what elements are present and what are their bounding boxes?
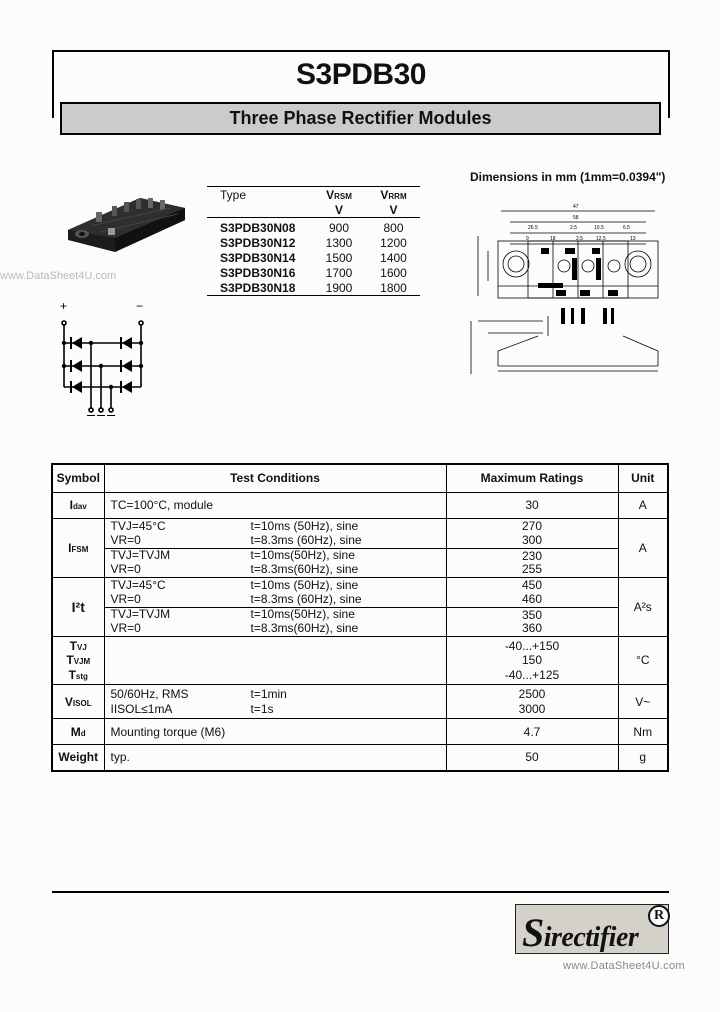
ifsm-unit: A: [618, 518, 668, 577]
vrrm-cell: 800: [383, 220, 404, 235]
dimension-drawing: [468, 196, 678, 381]
page-title: S3PDB30: [296, 58, 426, 91]
idav-value: 30: [446, 492, 618, 518]
condition-a: 50/60Hz, RMS: [110, 687, 189, 702]
type-table-units: [207, 203, 420, 218]
dimensions-title: Dimensions in mm (1mm=0.0394"): [470, 170, 666, 184]
ifsm-value: 270: [521, 518, 543, 533]
svg-text:47: 47: [573, 204, 579, 210]
type-header: Type: [220, 188, 247, 202]
type-cell: S3PDB30N08: [220, 220, 296, 235]
vrsm-cell: 900: [328, 220, 350, 235]
tstg-value: -40...+125: [504, 667, 560, 682]
svg-text:58: 58: [573, 215, 579, 221]
weight-condition: typ.: [110, 750, 130, 765]
svg-text:26.5: 26.5: [528, 225, 538, 231]
type-row: [207, 280, 420, 295]
visol-value: 2500: [518, 687, 546, 701]
i2t-value: 350: [447, 607, 618, 622]
condition-b: t=1min: [250, 687, 287, 702]
ifsm-row: [52, 518, 668, 577]
condition-b: t=8.3ms(60Hz), sine: [250, 562, 359, 577]
md-row: [52, 719, 668, 745]
subtitle-text: Three Phase Rectifier Modules: [229, 108, 492, 128]
md-value: 4.7: [446, 719, 618, 745]
type-cell: S3PDB30N12: [220, 235, 296, 250]
condition-a: VR=0: [110, 562, 141, 577]
condition-b: t=10ms(50Hz), sine: [250, 607, 355, 622]
weight-symbol: Weight: [52, 745, 104, 771]
type-table-header: [207, 187, 420, 203]
vrsm-cell: 1500: [325, 250, 353, 265]
i2t-row: [52, 577, 668, 636]
temperature-row: [52, 636, 668, 685]
footer-divider: [52, 891, 669, 893]
type-table: [207, 186, 420, 296]
condition-a: VR=0: [110, 533, 141, 548]
condition-b: t=8.3ms(60Hz), sine: [250, 621, 359, 636]
i2t-value: 360: [521, 621, 543, 635]
svg-text:2.5: 2.5: [576, 236, 583, 242]
logo-text: Sirectifier: [522, 910, 639, 955]
subtitle-banner: [60, 102, 661, 135]
i2t-symbol: I²t: [52, 577, 104, 636]
title-box-top-border: [52, 50, 670, 52]
idav-unit: A: [618, 492, 668, 518]
visol-row: [52, 685, 668, 719]
registered-icon: R: [648, 905, 670, 927]
watermark-left: www.DataSheet4U.com: [0, 270, 117, 282]
condition-a: TVJ=TVJM: [110, 607, 171, 622]
condition-a: TVJ=45°C: [110, 518, 166, 533]
type-cell: S3PDB30N14: [220, 250, 296, 265]
condition-a: VR=0: [110, 621, 141, 636]
i2t-unit: A²s: [618, 577, 668, 636]
vrsm-header: VRSM: [326, 188, 352, 202]
i2t-value: 450: [521, 577, 543, 592]
vrsm-cell: 1900: [325, 280, 353, 295]
idav-symbol: Idav: [52, 492, 104, 518]
svg-text:12.5: 12.5: [596, 236, 606, 242]
vrrm-cell: 1600: [380, 265, 407, 280]
type-row: [207, 250, 420, 265]
circuit-diagram: [50, 298, 160, 416]
ifsm-value: 230: [447, 548, 618, 563]
symbol-header: Symbol: [52, 464, 104, 492]
svg-text:9: 9: [526, 236, 529, 242]
type-cell: S3PDB30N16: [220, 265, 296, 280]
condition-b: t=8.3ms (60Hz), sine: [250, 592, 362, 607]
vrrm-unit: V: [389, 203, 398, 217]
condition-b: t=10ms(50Hz), sine: [250, 548, 355, 563]
temperature-conditions: [104, 636, 446, 685]
max-ratings-header: Maximum Ratings: [446, 464, 618, 492]
md-condition: Mounting torque (M6): [110, 724, 226, 739]
condition-b: t=1s: [250, 701, 274, 716]
type-row: [207, 220, 420, 235]
condition-a: IISOL≤1mA: [110, 701, 173, 716]
vrrm-cell: 1400: [380, 250, 407, 265]
tvjm-value: 150: [521, 653, 543, 667]
ratings-header-row: [52, 464, 668, 492]
condition-b: t=8.3ms (60Hz), sine: [250, 533, 362, 548]
ratings-table: [51, 463, 669, 772]
watermark-right: www.DataSheet4U.com: [563, 960, 685, 972]
weight-row: [52, 745, 668, 771]
svg-text:10.5: 10.5: [594, 225, 604, 231]
md-symbol: Md: [52, 719, 104, 745]
condition-a: VR=0: [110, 592, 141, 607]
temperature-unit: °C: [618, 636, 668, 685]
vrrm-header: VRRM: [380, 188, 407, 202]
svg-text:2.5: 2.5: [570, 225, 577, 231]
weight-unit: g: [618, 745, 668, 771]
svg-text:13: 13: [630, 236, 636, 242]
type-cell: S3PDB30N18: [220, 280, 296, 295]
minus-label: −: [136, 299, 144, 313]
tvj-value: -40...+150: [504, 638, 560, 653]
visol-unit: V~: [618, 685, 668, 719]
i2t-value: 460: [521, 592, 543, 606]
md-unit: Nm: [618, 719, 668, 745]
svg-text:6.5: 6.5: [623, 225, 630, 231]
condition-a: TVJ=TVJM: [110, 548, 171, 563]
vrrm-cell: 1200: [380, 235, 407, 250]
idav-row: [52, 492, 668, 518]
vrsm-cell: 1700: [325, 265, 353, 280]
ifsm-symbol: IFSM: [52, 518, 104, 577]
product-photo: [60, 190, 190, 260]
plus-label: +: [60, 299, 68, 313]
temperature-symbols: TVJ TVJM Tstg: [52, 636, 104, 685]
idav-condition: TC=100°C, module: [110, 498, 214, 512]
condition-b: t=10ms (50Hz), sine: [250, 518, 359, 533]
visol-symbol: VISOL: [52, 685, 104, 719]
weight-value: 50: [446, 745, 618, 771]
sirectifier-logo: [515, 904, 669, 954]
vrsm-cell: 1300: [325, 235, 353, 250]
vrsm-unit: V: [334, 203, 343, 217]
condition-b: t=10ms (50Hz), sine: [250, 577, 359, 592]
conditions-header: Test Conditions: [104, 464, 446, 492]
unit-header: Unit: [618, 464, 668, 492]
svg-text:18: 18: [550, 236, 556, 242]
vrrm-cell: 1800: [380, 280, 407, 295]
type-row: [207, 265, 420, 280]
ifsm-value: 300: [521, 533, 543, 547]
visol-value: 3000: [518, 701, 546, 716]
condition-a: TVJ=45°C: [110, 577, 166, 592]
type-row: [207, 235, 420, 250]
ifsm-value: 255: [521, 562, 543, 576]
